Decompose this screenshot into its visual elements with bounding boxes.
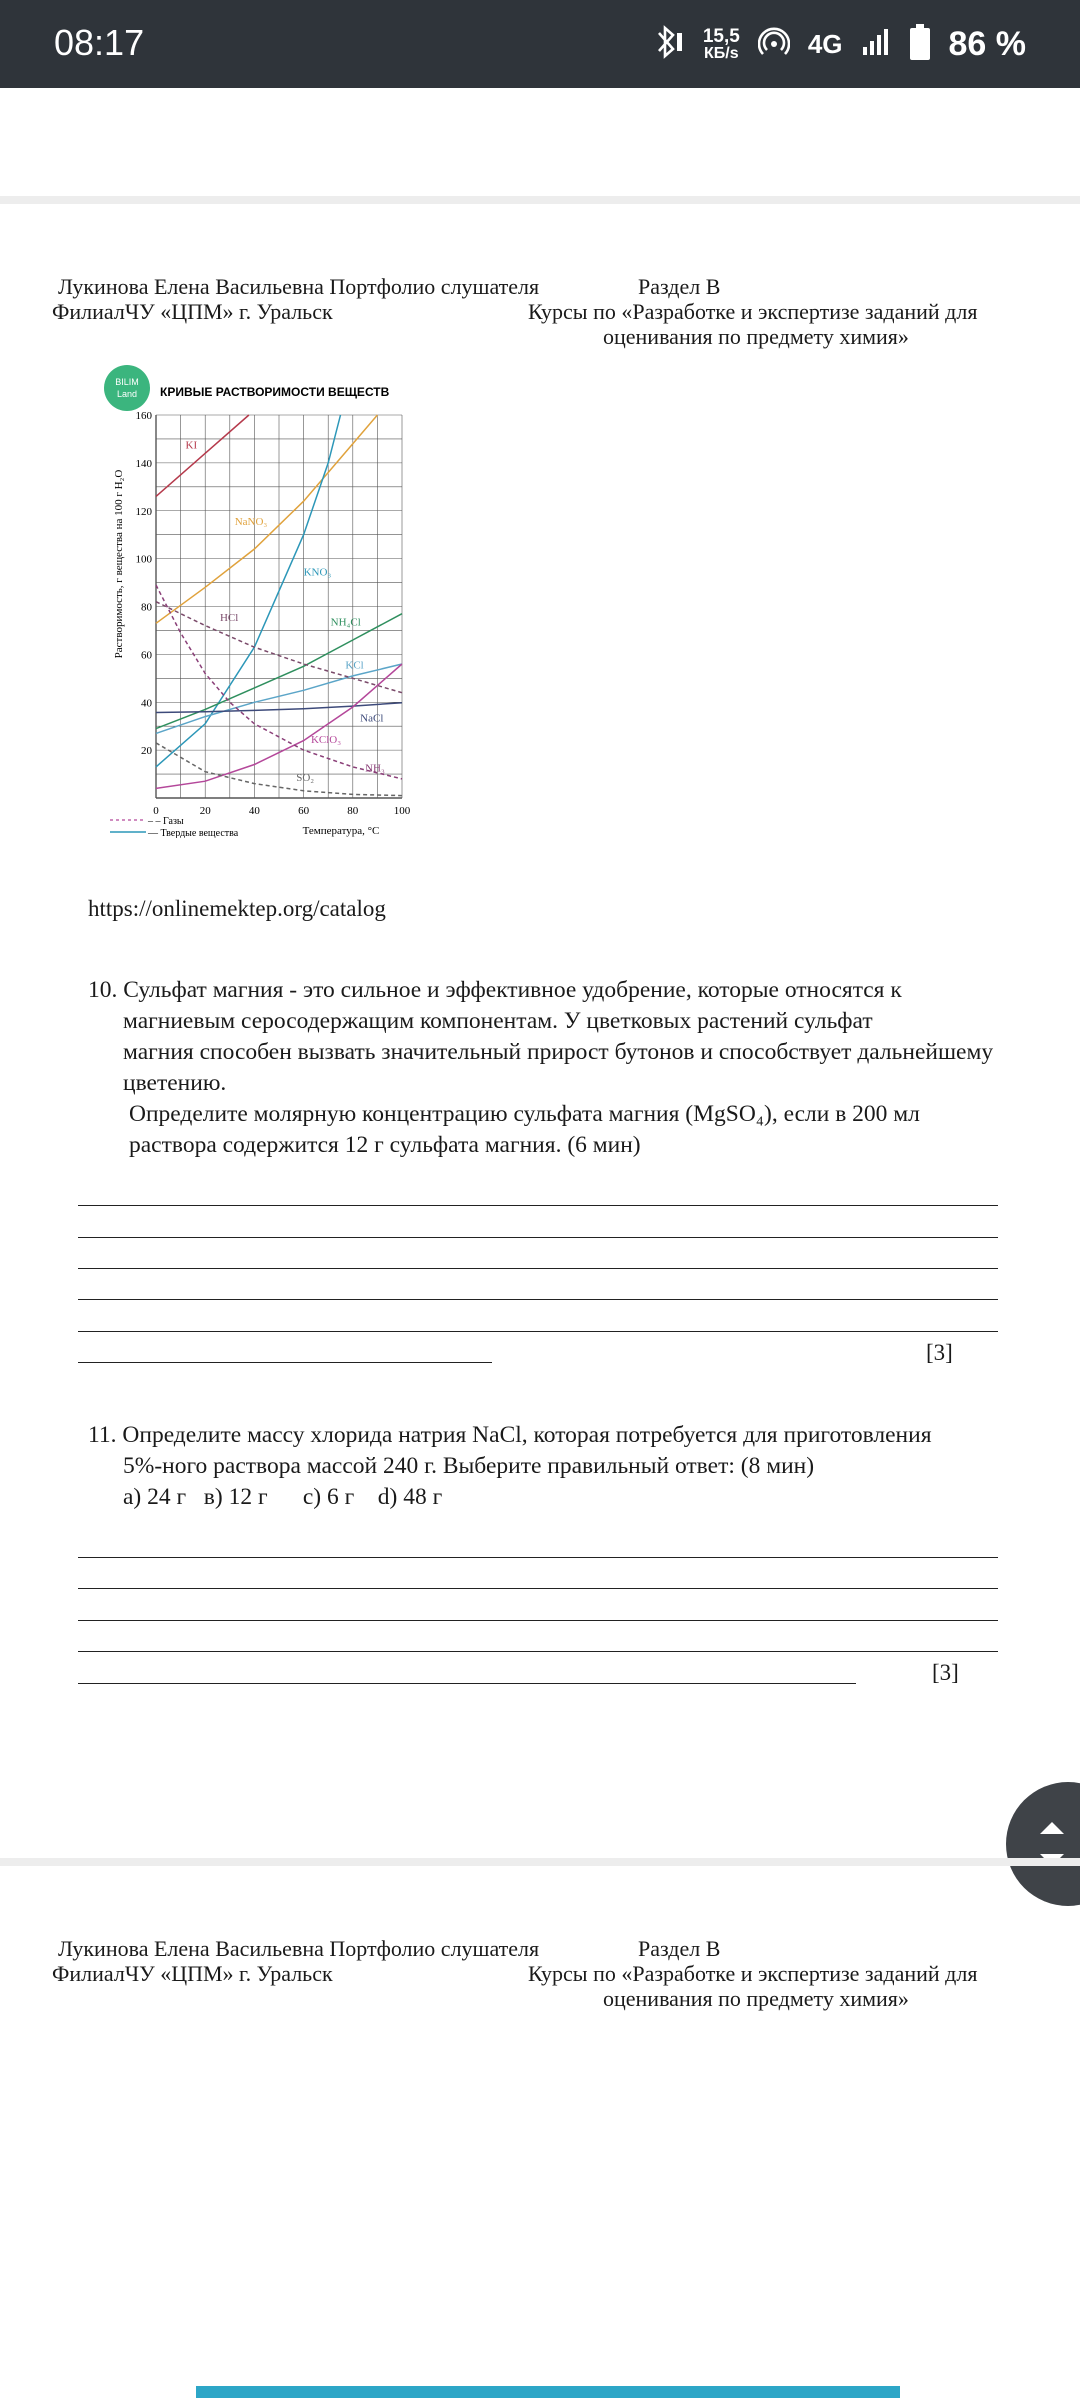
y-tick-label: 60 [141, 649, 152, 662]
answer-line[interactable] [78, 1557, 998, 1558]
question-10-task-line1: Определите молярную концентрацию сульфата магния (MgSO₄), если в 200 мл [129, 1101, 920, 1127]
series-label: NH₃ [365, 762, 385, 775]
footer-header-section: Раздел В [638, 1936, 721, 1961]
y-tick-label: 160 [135, 410, 152, 422]
footer-header-course-cont: оценивания по предмету химия» [603, 1986, 909, 2011]
answer-line[interactable] [78, 1268, 998, 1269]
curve-KNO₃ [156, 415, 341, 767]
x-tick-label: 0 [153, 805, 159, 817]
question-10-line2: магниевым серосодержащим компонентам. У цветковых растений сульфат [123, 1008, 873, 1034]
question-10 [88, 975, 993, 1161]
question-10-line4: цветению. [123, 1070, 227, 1096]
y-tick-label: 100 [135, 553, 152, 566]
chart-series-labels [186, 440, 385, 785]
answer-option-a[interactable]: а) 24 г [123, 1484, 187, 1510]
answer-line[interactable] [78, 1299, 998, 1300]
answer-line[interactable] [78, 1683, 856, 1684]
series-label: SO₂ [296, 772, 315, 785]
bilim-land-logo [104, 365, 150, 411]
chart-grid [156, 415, 402, 798]
footer-header-course: Курсы по «Разработке и экспертизе заданий для [528, 1961, 978, 1986]
page-divider [0, 196, 1080, 204]
footer-header-branch: ФилиалЧУ «ЦПМ» г. Уральск [52, 1961, 333, 1986]
y-tick-label: 40 [141, 697, 152, 710]
question-11-line1: Определите массу хлорида натрия NaCl, которая потребуется для приготовления [122, 1422, 932, 1448]
question-11-line2: 5%-ного раствора массой 240 г. Выберите правильный ответ: (8 мин) [123, 1453, 815, 1479]
x-tick-label: 40 [248, 805, 260, 817]
x-tick-label: 60 [298, 805, 310, 817]
page-divider [0, 1858, 1080, 1866]
question-11 [88, 1420, 932, 1513]
x-tick-label: 80 [347, 805, 359, 817]
series-label: KClO₃ [310, 733, 342, 746]
series-label: KNO₃ [303, 566, 332, 579]
solubility-chart [96, 358, 416, 838]
reading-progress-bar [196, 2386, 900, 2398]
status-time: 08:17 [54, 22, 145, 63]
header-branch: ФилиалЧУ «ЦПМ» г. Уральск [52, 299, 333, 324]
chart-y-label: Растворимость, г вещества на 100 г H₂O [113, 469, 125, 659]
series-label: HCl [219, 611, 239, 624]
answer-line[interactable] [78, 1651, 998, 1652]
answer-option-b[interactable]: в) 12 г [203, 1484, 268, 1510]
header-course-cont: оценивания по предмету химия» [603, 324, 909, 349]
answer-line[interactable] [78, 1620, 998, 1621]
network-speed-unit: КБ/s [704, 44, 739, 62]
bluetooth-icon [651, 23, 685, 66]
answer-line[interactable] [78, 1331, 998, 1332]
answer-line[interactable] [78, 1237, 998, 1238]
battery-icon [909, 23, 931, 66]
series-label: KCl [345, 659, 364, 672]
series-label: NaCl [360, 712, 384, 725]
curve-KI [156, 415, 249, 496]
question-11-options [88, 1482, 932, 1513]
y-tick-label: 120 [135, 505, 152, 518]
network-speed-value: 15,5 [702, 25, 740, 47]
header-author: Лукинова Елена Васильевна Портфолио слушателя [58, 274, 540, 299]
status-icons [651, 20, 1026, 68]
answer-line[interactable] [78, 1588, 998, 1589]
scroll-navigation-button[interactable] [1006, 1782, 1080, 1906]
logo-text-line2: Land [116, 389, 138, 399]
answer-option-d[interactable]: d) 48 г [377, 1484, 443, 1510]
network-speed [703, 27, 740, 62]
header-course: Курсы по «Разработке и экспертизе заданий для [528, 299, 978, 324]
logo-text-line1: BILIM [115, 377, 139, 387]
y-tick-label: 80 [141, 601, 152, 614]
legend-solids: — Твердые вещества [148, 828, 239, 838]
question-11-score: [3] [932, 1660, 959, 1685]
status-bar [0, 0, 1080, 88]
scroll-arrows-icon [1036, 1782, 1080, 1906]
hotspot-icon [758, 26, 790, 63]
answer-option-c[interactable]: с) 6 г [302, 1484, 355, 1510]
y-tick-label: 140 [135, 457, 152, 470]
question-11-number: 11. [88, 1422, 117, 1448]
answer-line[interactable] [78, 1362, 492, 1363]
source-link[interactable]: https://onlinemektep.org/catalog [88, 896, 386, 921]
chart-title: КРИВЫЕ РАСТВОРИМОСТИ ВЕЩЕСТВ [160, 385, 390, 399]
y-tick-label: 20 [141, 745, 152, 758]
question-10-number: 10. [88, 977, 118, 1003]
question-10-line1: Сульфат магния - это сильное и эффективное удобрение, которые относятся к [123, 977, 902, 1003]
question-10-line3: магния способен вызвать значительный прирост бутонов и способствует дальнейшему [123, 1039, 994, 1065]
battery-percent: 86 % [948, 24, 1026, 63]
series-label: KI [185, 439, 198, 452]
series-label: NH₄Cl [330, 616, 361, 629]
series-label: NaNO₃ [234, 516, 268, 529]
chart-x-label: Температура, °С [302, 825, 380, 837]
question-10-task-line2: раствора содержится 12 г сульфата магния. (6 мин) [129, 1132, 641, 1158]
answer-line[interactable] [78, 1205, 998, 1206]
header-section: Раздел В [638, 274, 721, 299]
footer-header-author: Лукинова Елена Васильевна Портфолио слушателя [58, 1936, 540, 1961]
signal-icon [861, 27, 891, 62]
network-type: 4G [807, 28, 843, 59]
x-tick-label: 100 [393, 805, 411, 817]
question-10-score: [3] [926, 1340, 953, 1365]
x-tick-label: 20 [199, 805, 211, 817]
legend-gases: – – Газы [148, 816, 184, 827]
